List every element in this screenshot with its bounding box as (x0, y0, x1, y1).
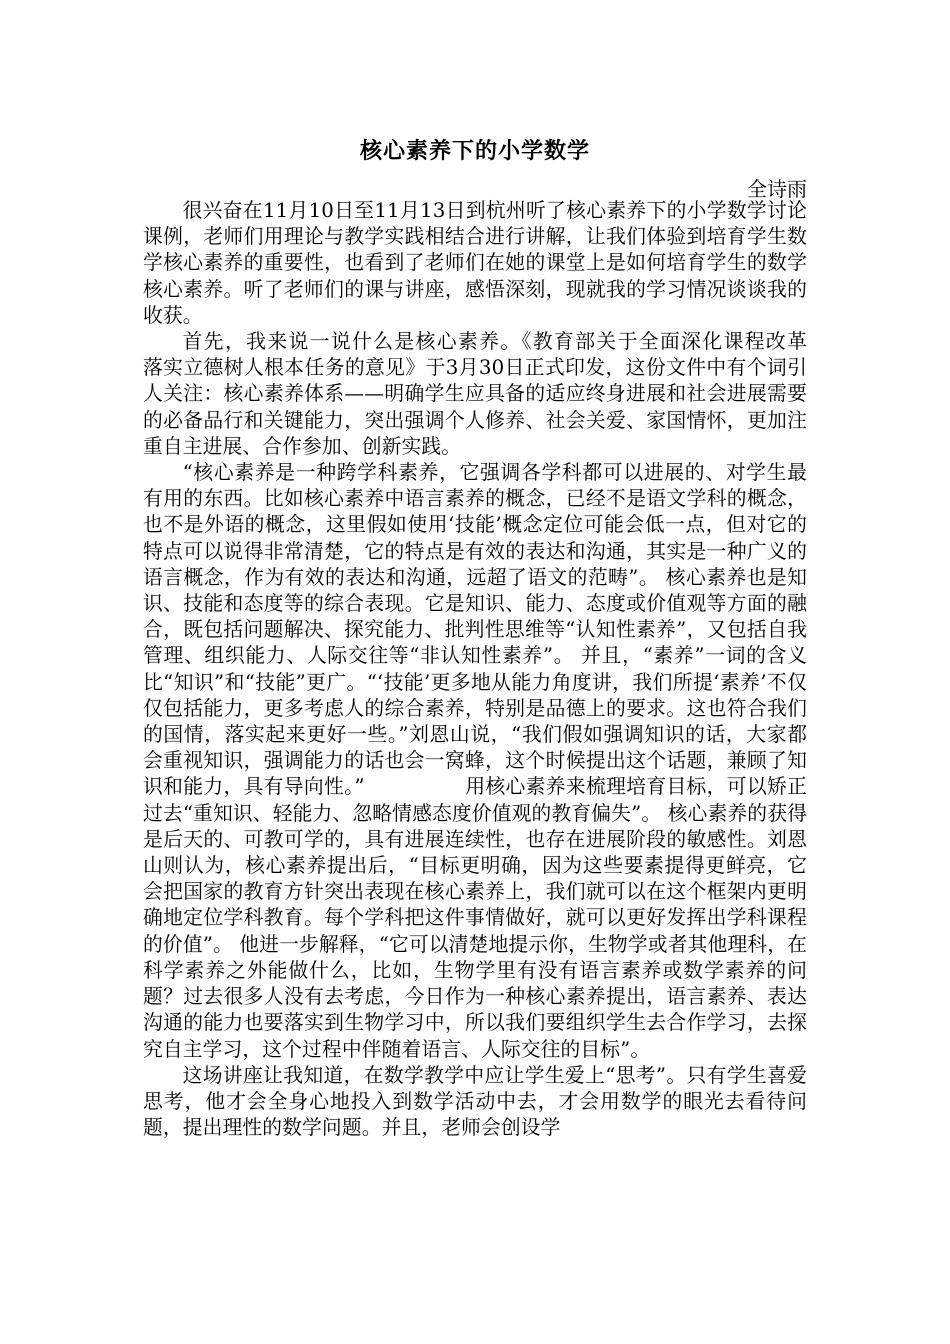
document-title: 核心素养下的小学数学 (359, 138, 590, 164)
document-author: 全诗雨 (747, 177, 807, 201)
paragraph: 很兴奋在11月10日至11月13日到杭州听了核心素养下的小学数学讨论课例，老师们用理论与教学实践相结合进行讲解，让我们体验到培育学生数学核心素养的重要性，也看到了老师们在她的课堂上是如何培育学生的数学核心素养。听了老师们的课与讲座，感悟深刻，现就我的学习情况谈谈我的收获。 (143, 199, 807, 327)
paragraph: 这场讲座让我知道，在数学教学中应让学生爱上“思考”。只有学生喜爱思考，他才会全身心地投入到数学活动中去，才会用数学的眼光去看待问题，提出理性的数学问题。并且，老师会创设学 (143, 1063, 807, 1140)
paragraph: “核心素养是一种跨学科素养，它强调各学科都可以进展的、对学生最有用的东西。比如核心素养中语言素养的概念，已经不是语文学科的概念，也不是外语的概念，这里假如使用‘技能’概念定位可能会低一点，但对它的特点可以说得非常清楚，它的特点是有效的表达和沟通，其实是一种广义的语言概念，作为有效的表达和沟通，远超了语文的范畴”。 核心素养也是知识、技能和态度等的综合表现。它是知识、能力、态度或价值观等方面的融合，既包括问题解决、探究能力、批判性思维等“认知性素养”，又包括自我管理、组织能力、人际交往等“非认知性素养”。 并且，“素养”一词的含义比“知识”和“技能”更广。“‘技能’更多地从能力角度讲，我们所提‘素养’不仅仅包括能力，更多考虑人的综合素养，特别是品德上的要求。这也符合我们的国情，落实起来更好一些。”刘恩山说，“我们假如强调知识的话，大家都会重视知识，强调能力的话也会一窝蜂，这个时候提出这个话题，兼顾了知识和能力，具有导向性。” 用核心素养来梳理培育目标，可以矫正过去“重知识、轻能力、忽略情感态度价值观的教育偏失”。 核心素养的获得是后天的、可教可学的，具有进展连续性，也存在进展阶段的敏感性。刘恩山则认为，核心素养提出后，“目标更明确，因为这些要素提得更鲜亮，它会把国家的教育方针突出表现在核心素养上，我们就可以在这个框架内更明确地定位学科教育。每个学科把这件事情做好，就可以更好发挥出学科课程的价值”。 他进一步解释，“它可以清楚地提示你，生物学或者其他理科，在科学素养之外能做什么，比如，生物学里有没有语言素养或数学素养的问题？过去很多人没有去考虑，今日作为一种核心素养提出，语言素养、表达沟通的能力也要落实到生物学习中，所以我们要组织学生去合作学习，去探究自主学习，这个过程中伴随着语言、人际交往的目标”。 (143, 461, 807, 1061)
paragraph: 首先，我来说一说什么是核心素养。《教育部关于全面深化课程改革 落实立德树人根本任务的意见》于3月30日正式印发，这份文件中有个词引人关注：核心素养体系——明确学生应具备的适应终身进展和社会进展需要的必备品行和关键能力，突出强调个人修养、社会关爱、家国情怀，更加注重自主进展、合作参加、创新实践。 (143, 330, 827, 458)
document-body (143, 198, 827, 1141)
